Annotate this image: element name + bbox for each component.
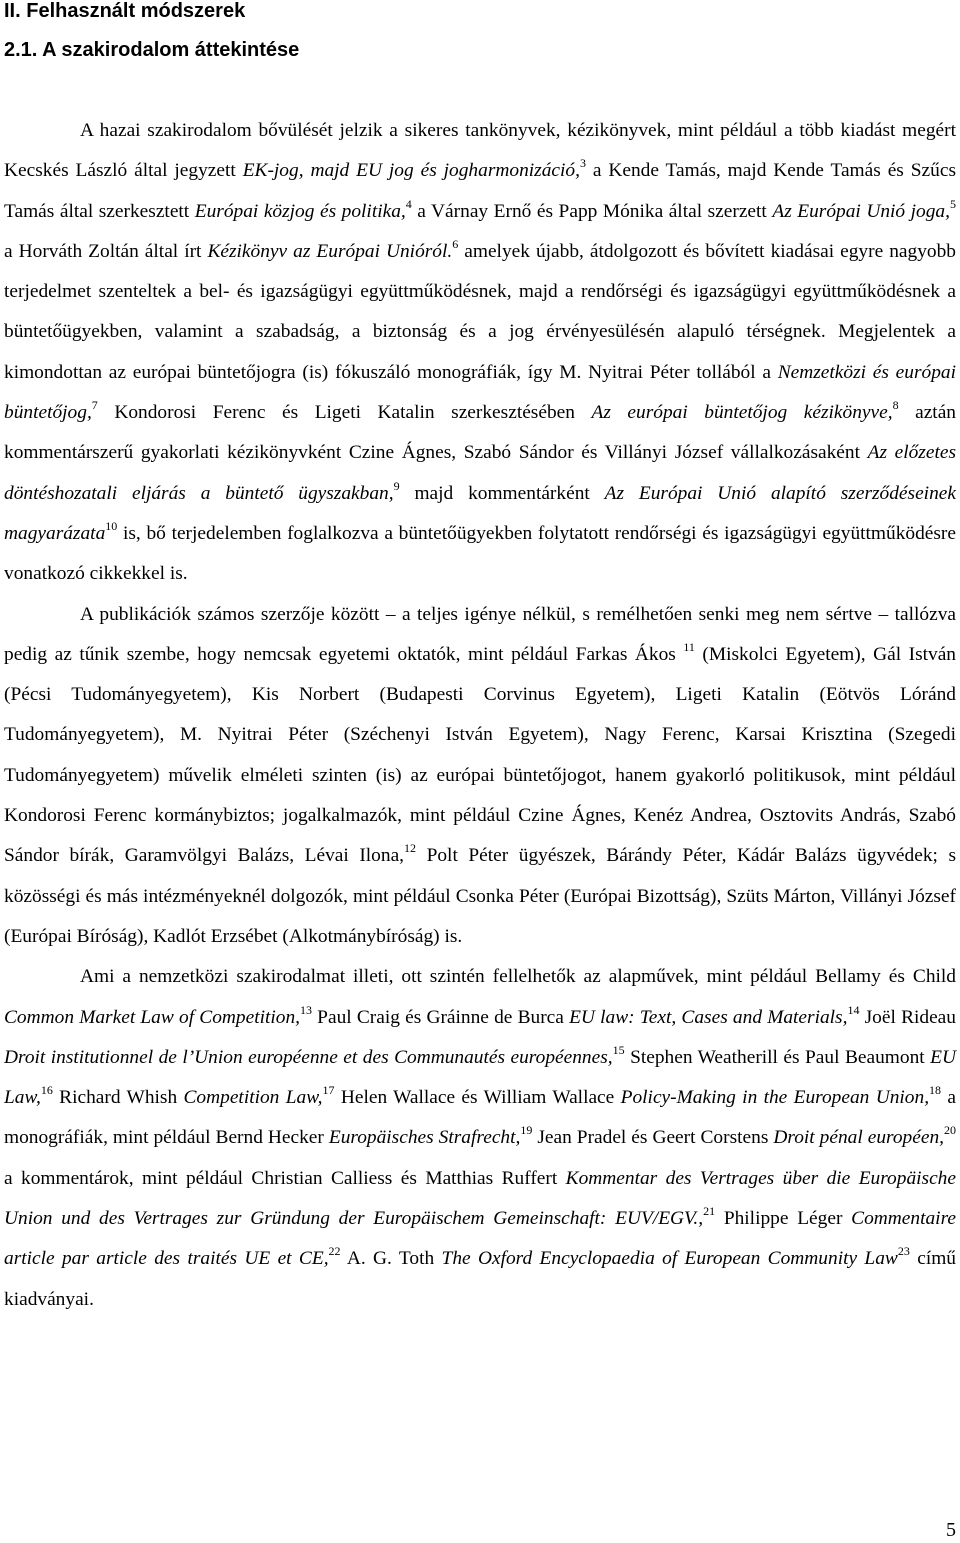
italic-title: Common Market Law of Competition, (4, 1006, 300, 1028)
footnote-marker: 20 (944, 1123, 956, 1138)
italic-title: Kommentar des Vertrages über die Europäische Union und des Vertrages zur Gründung der Europäischem Gemeinschaft: EUV/EGV., (4, 1167, 956, 1230)
text-run: Kondorosi Ferenc és Ligeti Katalin szerkesztésében (97, 402, 592, 424)
text-run: a Várnay Ernő és Papp Mónika által szerzett (411, 200, 773, 222)
body-text (4, 111, 956, 1320)
footnote-marker: 9 (393, 478, 400, 493)
text-run: A publikációk számos szerzője között – a teljes igénye nélkül, s remélhetően senki meg nem sértve – tallózva pedig az tűnik szembe, hogy nemcsak egyetemi oktatók, mint például Farkas Ákos (4, 603, 956, 665)
footnote-marker: 6 (452, 236, 459, 251)
footnote-marker: 13 (300, 1002, 312, 1017)
text-run: is, bő terjedelemben foglalkozva a büntetőügyekben folytatott rendőrségi és igazságügyi együttműködésre vonatkozó cikkekkel is. (4, 522, 956, 585)
text-run: Joël Rideau (859, 1006, 956, 1028)
text-run: Ami a nemzetközi szakirodalmat illeti, ott szintén fellelhetők az alapművek, mint például Bellamy és Child (80, 966, 956, 988)
text-run: Jean Pradel és Geert Corstens (532, 1127, 774, 1149)
italic-title: Az európai büntetőjog kézikönyve, (591, 402, 893, 424)
paragraph-1 (4, 111, 956, 595)
text-run: majd kommentárként (399, 482, 605, 504)
text-run: Philippe Léger (715, 1208, 852, 1230)
italic-title: Commentaire article par article des traités UE et CE, (4, 1208, 956, 1270)
italic-title: EU Law, (4, 1046, 956, 1109)
text-run: a kommentárok, mint például Christian Calliess és Matthias Ruffert (4, 1167, 566, 1189)
italic-title: EK-jog, majd EU jog és jogharmonizáció, (242, 160, 580, 182)
italic-title: Droit pénal européen, (773, 1127, 944, 1149)
text-run: A hazai szakirodalom bővülését jelzik a sikeres tankönyvek, kézikönyvek, mint például a több kiadást megért Kecskés László által jegyzett (4, 120, 956, 182)
footnote-marker: 19 (520, 1123, 533, 1138)
italic-title: Kézikönyv az Európai Unióról. (207, 240, 453, 262)
footnote-marker: 7 (91, 398, 98, 413)
italic-title: Az Európai Unió alapító szerződéseinek magyarázata (4, 482, 956, 544)
page-number: 5 (946, 1519, 956, 1541)
italic-title: Policy-Making in the European Union, (620, 1087, 930, 1109)
footnote-marker: 12 (404, 841, 417, 856)
footnote-marker: 22 (328, 1244, 341, 1259)
text-run: Stephen Weatherill és Paul Beaumont (624, 1046, 931, 1068)
text-run: amelyek újabb, átdolgozott és bővített kiadásai egyre nagyobb terjedelmet szenteltek a bel- és igazságügyi együttműködésnek, majd a rendőrségi és igazságügyi együttműködésnek a büntetőügyekben, valamint a szabadság, a biztonság és a jog érvényesülésén alapuló térségnek. Megjelentek a kimondottan az európai büntetőjogra (is) fókuszáló monográfiák, így M. Nyitrai Péter tollából a (4, 240, 956, 383)
text-run: című kiadványai. (4, 1248, 956, 1310)
italic-title: Európai közjog és politika, (194, 200, 406, 222)
italic-title: EU law: Text, Cases and Materials, (569, 1006, 848, 1028)
footnote-marker: 11 (683, 639, 695, 654)
footnote-marker: 5 (949, 196, 956, 211)
italic-title: Az Európai Unió joga, (772, 200, 950, 222)
footnote-marker: 4 (405, 196, 412, 211)
italic-title: Az előzetes döntéshozatali eljárás a büntető ügyszakban, (4, 442, 957, 504)
footnote-marker: 16 (40, 1083, 53, 1098)
footnote-marker: 23 (897, 1244, 910, 1259)
italic-title: Competition Law, (183, 1087, 323, 1109)
text-run: A. G. Toth (340, 1248, 442, 1270)
paragraph-2 (4, 595, 956, 958)
italic-title: Nemzetközi és európai büntetőjog, (4, 361, 956, 424)
text-run: Paul Craig és Gráinne de Burca (312, 1006, 570, 1028)
footnote-marker: 21 (703, 1204, 716, 1219)
text-run: (Miskolci Egyetem), Gál István (Pécsi Tudományegyetem), Kis Norbert (Budapesti Corvinus Egyetem), Ligeti Katalin (Eötvös Lóránd Tudományegyetem), M. Nyitrai Péter (Széchenyi István Egyetem), Nagy Ferenc, Karsai Krisztina (Szegedi Tudományegyetem) művelik elméleti szinten (is) az európai büntetőjogot, hanem gyakorló politikusok, mint például Kondorosi Ferenc kormánybiztos; jogalkalmazók, mint például Czine Ágnes, Kenéz Andrea, Osztovits András, Szabó Sándor bírák, Garamvölgyi Balázs, Lévai Ilona, (4, 643, 956, 867)
footnote-marker: 14 (847, 1002, 860, 1017)
subsection-heading: 2.1. A szakirodalom áttekintése (4, 39, 300, 61)
text-run: a Kende Tamás, majd Kende Tamás és Szűcs Tamás által szerkesztett (4, 160, 957, 222)
italic-title: Europäisches Strafrecht, (328, 1127, 521, 1149)
footnote-marker: 8 (892, 398, 899, 413)
italic-title: The Oxford Encyclopaedia of European Community Law (441, 1248, 898, 1270)
text-run: Richard Whish (52, 1087, 184, 1109)
text-run: a Horváth Zoltán által írt (4, 240, 208, 262)
footnote-marker: 10 (105, 518, 118, 533)
italic-title: Droit institutionnel de l’Union européenne et des Communautés européennes, (4, 1046, 613, 1068)
section-heading: II. Felhasznált módszerek (4, 0, 246, 22)
text-run: Helen Wallace és William Wallace (334, 1087, 621, 1109)
text-run: a monográfiák, mint például Bernd Hecker (4, 1087, 956, 1149)
text-run: aztán kommentárszerű gyakorlati kézikönyvként Czine Ágnes, Szabó Sándor és Villányi József vállalkozásaként (4, 402, 956, 464)
footnote-marker: 15 (612, 1042, 625, 1057)
text-run: Polt Péter ügyészek, Bárándy Péter, Kádár Balázs ügyvédek; s közösségi és más intézményeknél dolgozók, mint például Csonka Péter (Európai Bizottság), Szüts Márton, Villányi József (Európai Bíróság), Kadlót Erzsébet (Alkotmánybíróság) is. (4, 845, 956, 947)
paragraph-3 (4, 957, 956, 1320)
footnote-marker: 17 (322, 1083, 335, 1098)
footnote-marker: 18 (929, 1083, 942, 1098)
footnote-marker: 3 (579, 156, 586, 171)
